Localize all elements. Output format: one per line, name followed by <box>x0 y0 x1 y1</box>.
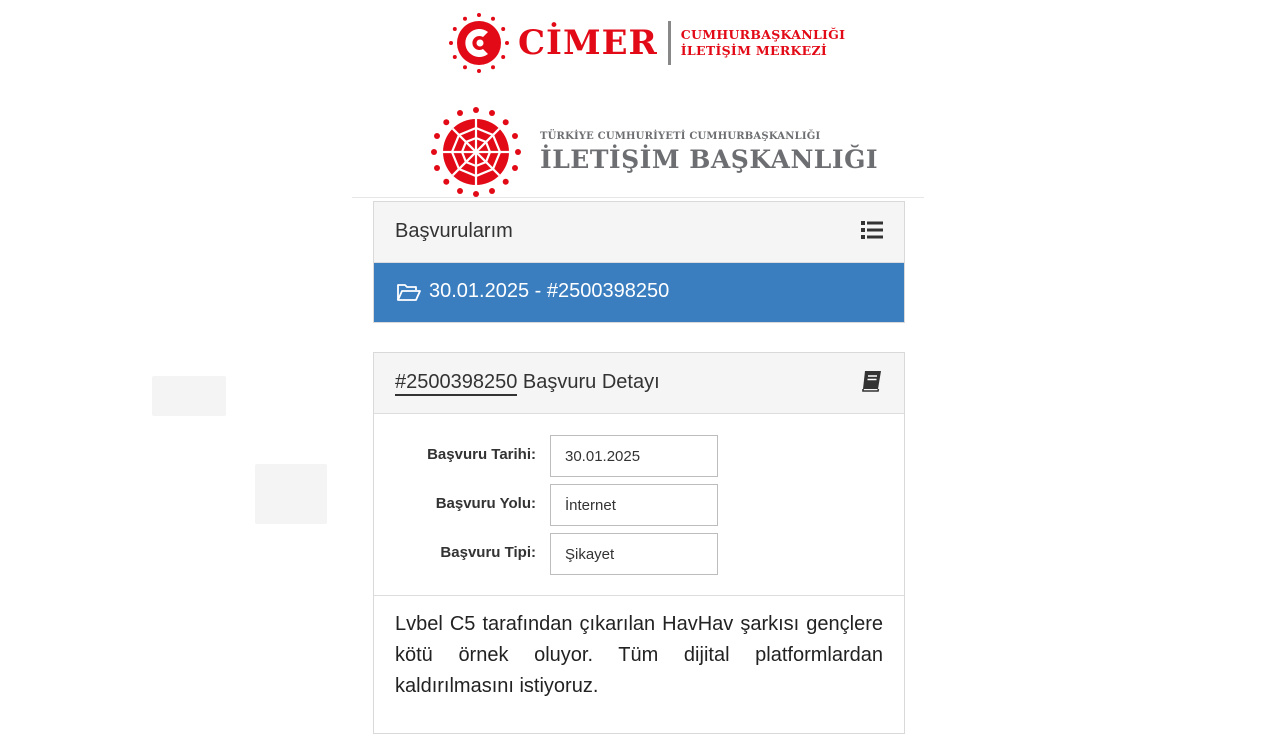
application-id-link[interactable]: #2500398250 <box>395 371 517 396</box>
ministry-logo-big-text: İLETİŞİM BAŞKANLIĞI <box>540 144 879 174</box>
header-divider <box>352 197 924 198</box>
applications-panel-header <box>374 202 904 263</box>
application-date-field[interactable] <box>550 435 718 477</box>
application-channel-field[interactable] <box>550 484 718 526</box>
application-type-label: Başvuru Tipi: <box>440 544 536 561</box>
detail-panel-header <box>374 353 904 414</box>
application-list-item-label: 30.01.2025 - #2500398250 <box>429 280 670 302</box>
application-channel-label: Başvuru Yolu: <box>435 495 536 512</box>
form-row-type <box>374 533 904 575</box>
application-message: Lvbel C5 tarafından çıkarılan HavHav şarkısı gençlere kötü örnek oluyor. Tüm dijital platformlardan kaldırılmasını istiyoruz. <box>395 613 883 697</box>
form-row-date <box>374 435 904 477</box>
list-icon[interactable] <box>860 218 884 242</box>
book-icon[interactable] <box>860 369 884 393</box>
cimer-logo-name: CİMER <box>518 23 658 63</box>
application-date-label: Başvuru Tarihi: <box>427 446 536 463</box>
detail-panel <box>373 352 905 734</box>
ministry-logo-small-text: TÜRKİYE CUMHURİYETİ CUMHURBAŞKANLIĞI <box>540 130 821 142</box>
form-row-channel <box>374 484 904 526</box>
detail-title-suffix: Başvuru Detayı <box>522 371 660 393</box>
ministry-emblem-icon <box>430 106 522 198</box>
cimer-subtitle-line2: İLETİŞİM MERKEZİ <box>680 43 828 58</box>
cimer-logo[interactable] <box>448 12 845 74</box>
folder-open-icon <box>396 281 422 303</box>
application-details-form <box>374 414 904 596</box>
ministry-logo[interactable] <box>430 105 878 199</box>
background-artifact <box>255 464 327 524</box>
cimer-emblem-icon <box>448 12 510 74</box>
cimer-logo-subtitle <box>681 27 846 59</box>
logo-separator <box>668 21 671 65</box>
applications-panel-title: Başvurularım <box>395 220 513 242</box>
cimer-subtitle-line1: CUMHURBAŞKANLIĞI <box>680 27 846 42</box>
background-artifact <box>152 376 226 416</box>
application-type-field[interactable] <box>550 533 718 575</box>
detail-panel-title <box>395 371 660 394</box>
application-list-item[interactable] <box>374 263 904 322</box>
ministry-logo-text <box>540 131 878 174</box>
applications-panel <box>373 201 905 323</box>
